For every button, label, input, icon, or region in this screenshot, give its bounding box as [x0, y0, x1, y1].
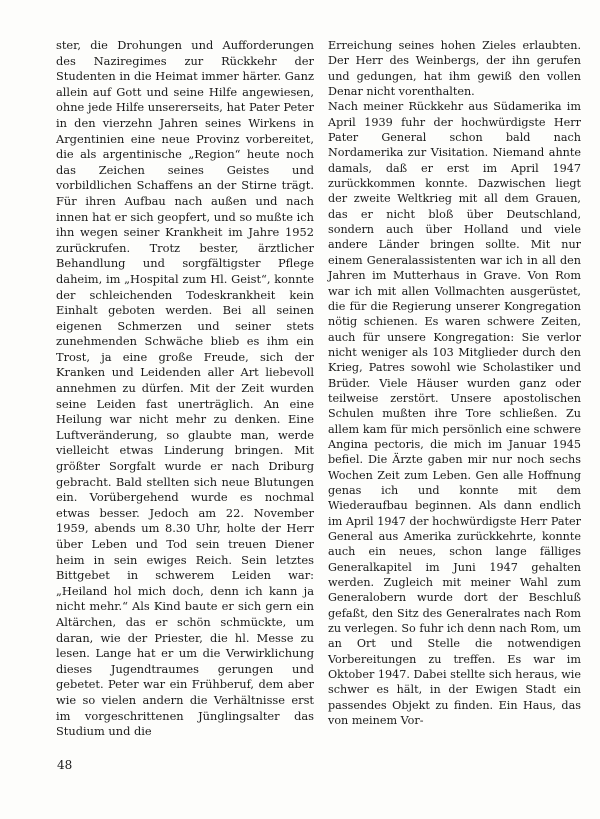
paragraph: ster, die Drohungen und Aufforderungen des Naziregimes zur Rückkehr der Studenten in die Heimat immer härter. Ganz allein auf Gott und seine Hilfe angewiesen, ohne jede Hilfe unsererseits, hat Pater Peter in den vierzehn Jahren seines Wirkens in Argentinien eine neue Provinz vorbereitet, die als argentinische „Region“ heute noch das Zeichen seines Geistes und vorbildlichen Schaffens an der Stirne trägt. Für ihren Aufbau nach außen und nach innen hat er sich geopfert, und so mußte ich ihn wegen seiner Krankheit im Jahre 1952 zurückrufen. Trotz bester, ärztlicher Behandlung und sorgfältigster Pflege daheim, im „Hospital zum Hl. Geist“, konnte der schleichenden Todeskrankheit kein Einhalt geboten werden. Bei all seinen eigenen Schmerzen und seiner stets zunehmenden Schwäche blieb es ihm ein Trost, ja eine große Freude, sich der Kranken und Leidenden aller Art liebevoll annehmen zu dürfen. Mit der Zeit wurden seine Leiden fast unerträglich. An eine Heilung war nicht mehr zu denken. Eine Luftveränderung, so glaubte man, werde vielleicht etwas Linderung bringen. Mit größter Sorgfalt wurde er nach Driburg gebracht. Bald stellten sich neue Blutungen ein. Vorübergehend wurde es nochmal etwas besser. Jedoch am 22. November 1959, abends um 8.30 Uhr, holte der Herr über Leben und Tod sein treuen Diener heim in sein ewiges Reich. Sein letztes Bittgebet in schwerem Leiden war: „Heiland hol mich doch, denn ich kann ja nicht mehr.“ Als Kind baute er sich gern ein Altärchen, das er schön schmückte, um daran, wie der Priester, die hl. Messe zu lesen. Lange hat er um die Verwirklichung dieses Jugendtraumes gerungen und gebetet. Peter war ein Frühberuf, dem aber wie so vielen andern die Verhältnisse erst im vorgeschrittenen Jünglingsalter das Studium und die — [56, 38, 314, 739]
paragraph: Erreichung seines hohen Zieles erlaubten. Der Herr des Weinbergs, der ihn gerufen und gedungen, hat ihm gewiß den vollen Denar nicht vorenthalten. — [328, 39, 581, 99]
paragraph: Nach meiner Rückkehr aus Südamerika im April 1939 fuhr der hochwürdigste Herr Pater General schon bald nach Nordamerika zur Visitation. Niemand ahnte damals, daß er erst im April 1947 zurückkommen konnte. Dazwischen liegt der zweite Weltkrieg mit all dem Grauen, das er nicht bloß über Deutschland, sondern auch über Holland und viele andere Länder bringen sollte. Mit nur einem Generalassistenten war ich in all den Jahren im Mutterhaus in Grave. Von Rom war ich mit allen Vollmachten ausgerüstet, die für die Regierung unserer Kongregation nötig schienen. Es waren schwere Zeiten, auch für unsere Kongregation: Sie verlor nicht weniger als 103 Mitglieder durch den Krieg, Patres sowohl wie Scholastiker und Brüder. Viele Häuser wurden ganz oder teilweise zerstört. Unsere apostolischen Schulen mußten ihre Tore schließen. Zu allem kam für mich persönlich eine schwere Angina pectoris, die mich im Januar 1945 befiel. Die Ärzte gaben mir nur noch sechs Wochen Zeit zum Leben. Gen alle Hoffnung genas ich und konnte mit dem Wiederaufbau beginnen. Als dann endlich im April 1947 der hochwürdigste Herr Pater General aus Amerika zurückkehrte, konnte auch ein neues, schon lange fälliges Generalkapitel im Juni 1947 gehalten werden. Zugleich mit meiner Wahl zum Generalobern wurde dort der Beschluß gefaßt, den Sitz des Generalrates nach Rom zu verlegen. So fuhr ich denn nach Rom, um an Ort und Stelle die notwendigen Vorbereitungen zu treffen. Es war im Oktober 1947. Dabei stellte sich heraus, wie schwer es hält, in der Ewigen Stadt ein passendes Objekt zu finden. Ein Haus, das von meinem Vor- — [328, 100, 581, 728]
left-text-column — [56, 38, 314, 740]
page-number: 48 — [57, 758, 73, 772]
right-text-column — [328, 38, 581, 728]
